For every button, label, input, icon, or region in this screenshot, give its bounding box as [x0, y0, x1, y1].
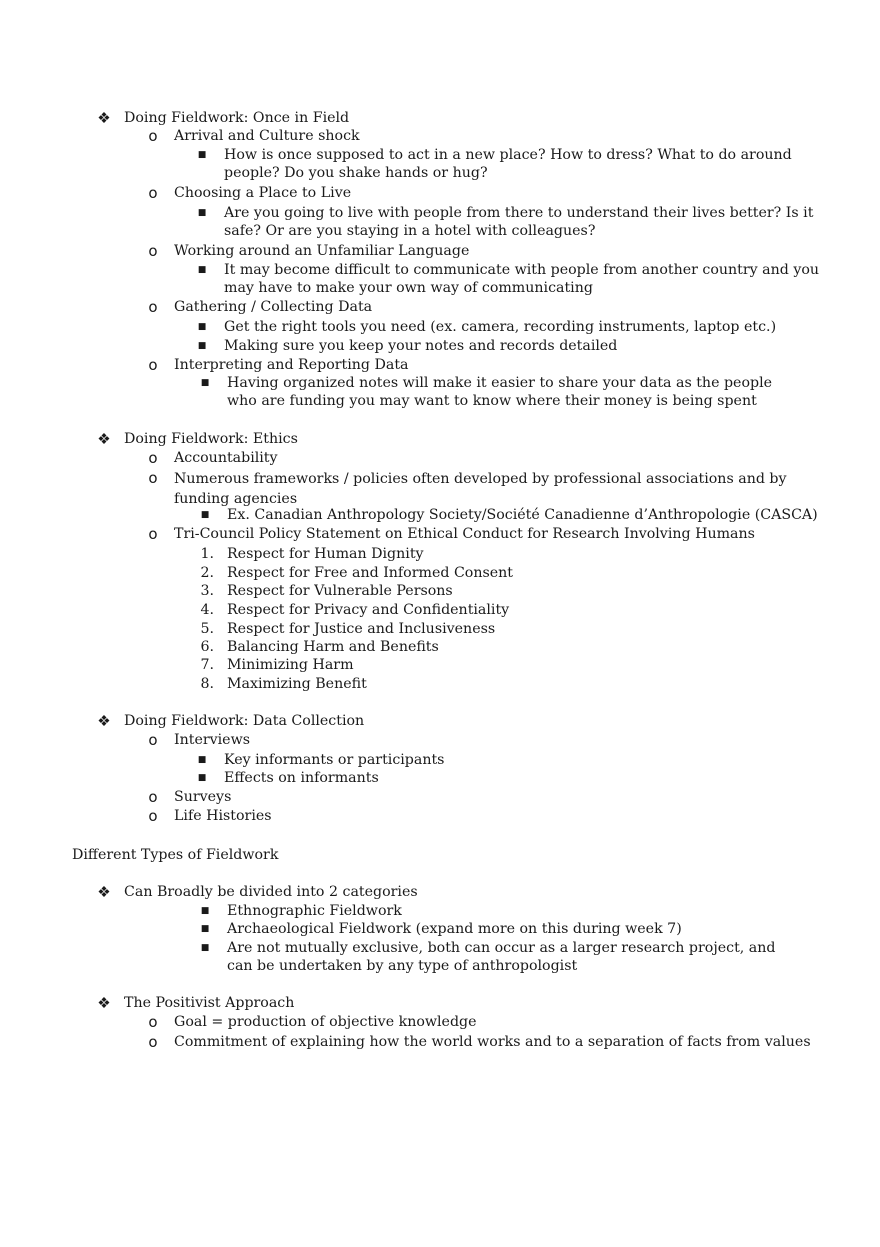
- diamond-bullet-icon: ❖: [97, 883, 111, 901]
- diamond-bullet-icon: ❖: [97, 430, 111, 448]
- square-bullet-icon: ■: [197, 150, 207, 160]
- section-heading-categories: Can Broadly be divided into 2 categories: [124, 884, 418, 900]
- principle-item: Respect for Human Dignity: [227, 546, 424, 562]
- diamond-bullet-icon: ❖: [97, 994, 111, 1012]
- list-item-tri-council: Tri-Council Policy Statement on Ethical Conduct for Research Involving Humans: [174, 526, 755, 542]
- square-bullet-icon: ■: [200, 510, 210, 520]
- list-item-gathering-detail-1: Get the right tools you need (ex. camera, recording instruments, laptop etc.): [224, 319, 777, 335]
- square-bullet-icon: ■: [200, 906, 210, 916]
- circle-bullet-icon: o: [148, 1033, 158, 1051]
- section-heading-positivist: The Positivist Approach: [124, 995, 295, 1011]
- circle-bullet-icon: o: [148, 449, 158, 467]
- square-bullet-icon: ■: [200, 943, 210, 953]
- circle-bullet-icon: o: [148, 788, 158, 806]
- list-number: 6.: [200, 639, 214, 655]
- list-number: 1.: [200, 546, 214, 562]
- list-number: 8.: [200, 676, 214, 692]
- principle-item: Respect for Justice and Inclusiveness: [227, 621, 496, 637]
- list-item-gathering-detail-2: Making sure you keep your notes and records detailed: [224, 338, 618, 354]
- list-item-archaeological: Archaeological Fieldwork (expand more on this during week 7): [227, 921, 682, 937]
- circle-bullet-icon: o: [148, 184, 158, 202]
- circle-bullet-icon: o: [148, 731, 158, 749]
- circle-bullet-icon: o: [148, 356, 158, 374]
- square-bullet-icon: ■: [197, 773, 207, 783]
- list-item-commitment: Commitment of explaining how the world works and to a separation of facts from values: [174, 1034, 811, 1050]
- circle-bullet-icon: o: [148, 1013, 158, 1031]
- list-item-frameworks: Numerous frameworks / policies often developed by professional associations and by funding agencies: [174, 471, 787, 507]
- square-bullet-icon: ■: [197, 755, 207, 765]
- section-heading-data-collection: Doing Fieldwork: Data Collection: [124, 713, 365, 729]
- square-bullet-icon: ■: [197, 341, 207, 351]
- principle-item: Balancing Harm and Benefits: [227, 639, 439, 655]
- list-item-language-detail: It may become difficult to communicate with people from another country and you may have to make your own way of communicating: [224, 262, 820, 296]
- list-item-interpreting-detail: Having organized notes will make it easier to share your data as the people who are funding you may want to know where their money is being spent: [227, 375, 773, 409]
- list-item-ethnographic: Ethnographic Fieldwork: [227, 903, 402, 919]
- list-item-place-to-live-detail: Are you going to live with people from there to understand their lives better? Is it safe? Or are you staying in a hotel with colleagues?: [224, 205, 814, 239]
- list-item-interpreting: Interpreting and Reporting Data: [174, 357, 409, 373]
- list-item-interviews: Interviews: [174, 732, 250, 748]
- principle-item: Respect for Privacy and Confidentiality: [227, 602, 510, 618]
- circle-bullet-icon: o: [148, 298, 158, 316]
- principle-item: Maximizing Benefit: [227, 676, 367, 692]
- list-item-arrival: Arrival and Culture shock: [174, 128, 360, 144]
- principle-item: Minimizing Harm: [227, 657, 354, 673]
- square-bullet-icon: ■: [197, 208, 207, 218]
- list-item-arrival-detail: How is once supposed to act in a new place? How to dress? What to do around people? Do you shake hands or hug?: [224, 147, 792, 181]
- list-number: 7.: [200, 657, 214, 673]
- square-bullet-icon: ■: [197, 265, 207, 275]
- list-number: 2.: [200, 565, 214, 581]
- diamond-bullet-icon: ❖: [97, 109, 111, 127]
- list-number: 4.: [200, 602, 214, 618]
- list-item-effects: Effects on informants: [224, 770, 379, 786]
- square-bullet-icon: ■: [200, 378, 210, 388]
- list-number: 5.: [200, 621, 214, 637]
- principle-item: Respect for Vulnerable Persons: [227, 583, 453, 599]
- list-item-casca: Ex. Canadian Anthropology Society/Société Canadienne d’Anthropologie (CASCA): [227, 507, 818, 523]
- list-item-surveys: Surveys: [174, 789, 232, 805]
- circle-bullet-icon: o: [148, 807, 158, 825]
- section-heading-ethics: Doing Fieldwork: Ethics: [124, 431, 298, 447]
- circle-bullet-icon: o: [148, 242, 158, 260]
- list-item-language: Working around an Unfamiliar Language: [174, 243, 470, 259]
- list-item-key-informants: Key informants or participants: [224, 752, 445, 768]
- circle-bullet-icon: o: [148, 525, 158, 543]
- list-item-gathering: Gathering / Collecting Data: [174, 299, 373, 315]
- square-bullet-icon: ■: [200, 924, 210, 934]
- list-item-not-exclusive: Are not mutually exclusive, both can occur as a larger research project, and can be undertaken by any type of anthropologist: [227, 940, 776, 974]
- circle-bullet-icon: o: [148, 127, 158, 145]
- section-title-types: Different Types of Fieldwork: [72, 847, 279, 863]
- list-item-goal: Goal = production of objective knowledge: [174, 1014, 477, 1030]
- section-heading-once-in-field: Doing Fieldwork: Once in Field: [124, 110, 350, 126]
- square-bullet-icon: ■: [197, 322, 207, 332]
- diamond-bullet-icon: ❖: [97, 712, 111, 730]
- principle-item: Respect for Free and Informed Consent: [227, 565, 514, 581]
- list-item-life-histories: Life Histories: [174, 808, 272, 824]
- list-number: 3.: [200, 583, 214, 599]
- circle-bullet-icon: o: [148, 469, 158, 487]
- list-item-place-to-live: Choosing a Place to Live: [174, 185, 352, 201]
- list-item-accountability: Accountability: [174, 450, 278, 466]
